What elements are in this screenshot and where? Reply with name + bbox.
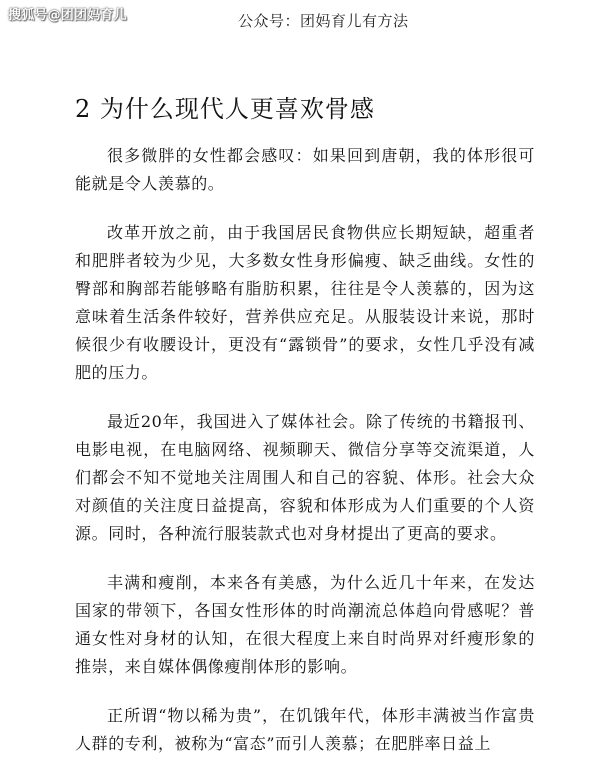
section-title: 2 为什么现代人更喜欢骨感 <box>75 95 375 123</box>
paragraph-1: 很多微胖的女性都会感叹：如果回到唐朝，我的体形很可能就是令人羡慕的。 <box>75 146 535 193</box>
paragraph-4: 丰满和瘦削，本来各有美感，为什么近几十年来，在发达国家的带领下，各国女性形体的时尚潮流总体趋向骨感呢？普通女性对身材的认知，在很大程度上来自时尚界对纤瘦形象的推崇，来自媒体偶像瘦削体形的影响。 <box>75 573 535 676</box>
page-header: 公众号：团妈育儿有方法 <box>238 12 409 30</box>
paragraph-3: 最近20年，我国进入了媒体社会。除了传统的书籍报刊、电影电视，在电脑网络、视频聊天、微信分享等交流渠道，人们都会不知不觉地关注周围人和自己的容貌、体形。社会大众对颜值的关注度日益提高，容貌和体形成为人们重要的个人资源。同时，各种流行服装款式也对身材提出了更高的要求。 <box>75 412 535 543</box>
paragraph-5: 正所谓“物以稀为贵”，在饥饿年代，体形丰满被当作富贵人群的专利，被称为“富态”而引人羡慕；在肥胖率日益上 <box>75 706 535 753</box>
article-body <box>75 142 535 779</box>
paragraph-2: 改革开放之前，由于我国居民食物供应长期短缺，超重者和肥胖者较为少见，大多数女性身形偏瘦、缺乏曲线。女性的臀部和胸部若能够略有脂肪积累，往往是令人羡慕的，因为这意味着生活条件较好，营养供应充足。从服装设计来说，那时候很少有收腰设计，更没有“露锁骨”的要求，女性几乎没有减肥的压力。 <box>75 223 535 382</box>
watermark: 搜狐号@团团妈育儿 <box>8 8 127 23</box>
